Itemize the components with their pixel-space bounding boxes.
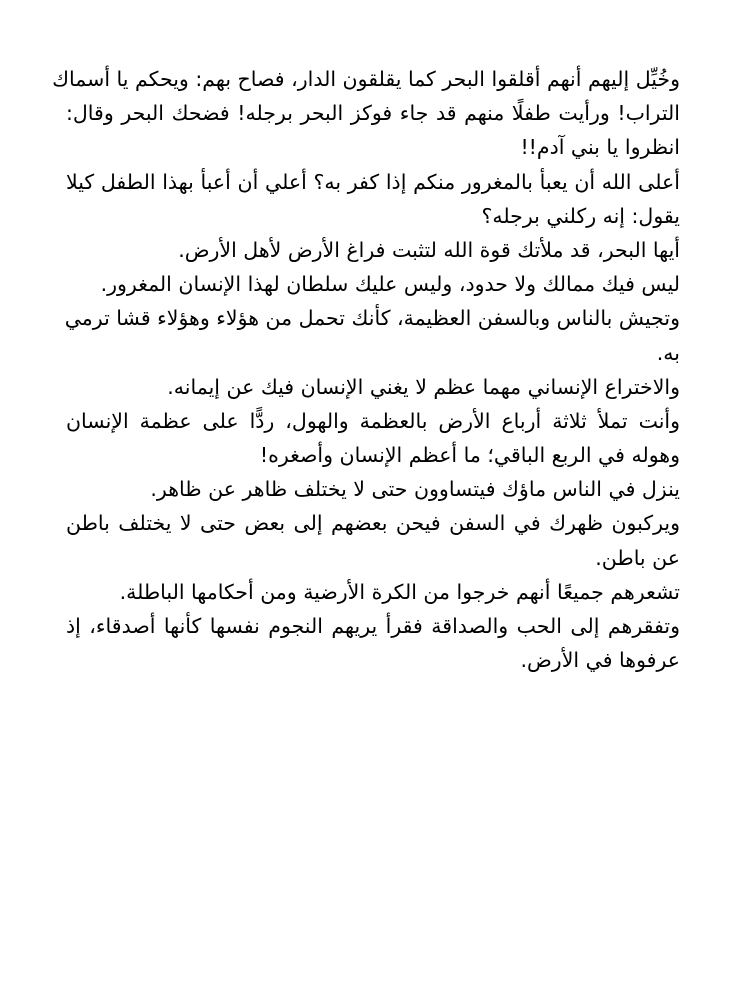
text-line: وتجيش بالناس وبالسفن العظيمة، كأنك تحمل من هؤلاء وهؤلاء قشا ترمي: [64, 306, 680, 331]
text-line: ينزل في الناس ماؤك فيتساوون حتى لا يختلف ظاهر عن ظاهر.: [150, 477, 680, 502]
text-line: أيها البحر، قد ملأتك قوة الله لتثبت فراغ الأرض لأهل الأرض.: [178, 237, 680, 262]
text-line: تشعرهم جميعًا أنهم خرجوا من الكرة الأرضية ومن أحكامها الباطلة.: [119, 579, 680, 604]
text-line: التراب! ورأيت طفلًا منهم قد جاء فوكز البحر برجله! فضحك البحر وقال:: [66, 101, 680, 126]
text-line: وتفقرهم إلى الحب والصداقة فقرأ يريهم النجوم نفسها كأنها أصدقاء، إذ: [66, 614, 680, 638]
text-line: انظروا يا بني آدم!!: [520, 135, 680, 160]
text-line: وخُيِّل إليهم أنهم أقلقوا البحر كما يقلقون الدار، فصاح بهم: ويحكم يا أسماك: [52, 67, 680, 91]
text-line: عن باطن.: [595, 545, 680, 570]
text-line: وأنت تملأ ثلاثة أرباع الأرض بالعظمة والهول، ردًّا على عظمة الإنسان: [66, 408, 680, 433]
text-line: ويركبون ظهرك في السفن فيحن بعضهم إلى بعض حتى لا يختلف باطن: [66, 511, 680, 536]
text-line: به.: [656, 340, 680, 365]
text-line: ليس فيك ممالك ولا حدود، وليس عليك سلطان لهذا الإنسان المغرور.: [100, 272, 680, 297]
text-line: أعلى الله أن يعبأ بالمغرور منكم إذا كفر به؟ أعلي أن أعبأ بهذا الطفل كيلا: [66, 169, 680, 194]
text-line: يقول: إنه ركلني برجله؟: [481, 203, 680, 228]
text-line: والاختراع الإنساني مهما عظم لا يغني الإنسان فيك عن إيمانه.: [167, 374, 680, 399]
text-line: عرفوها في الأرض.: [520, 648, 680, 673]
body-text: [52, 62, 680, 677]
text-line: وهوله في الربع الباقي؛ ما أعظم الإنسان وأصغره!: [259, 443, 680, 468]
